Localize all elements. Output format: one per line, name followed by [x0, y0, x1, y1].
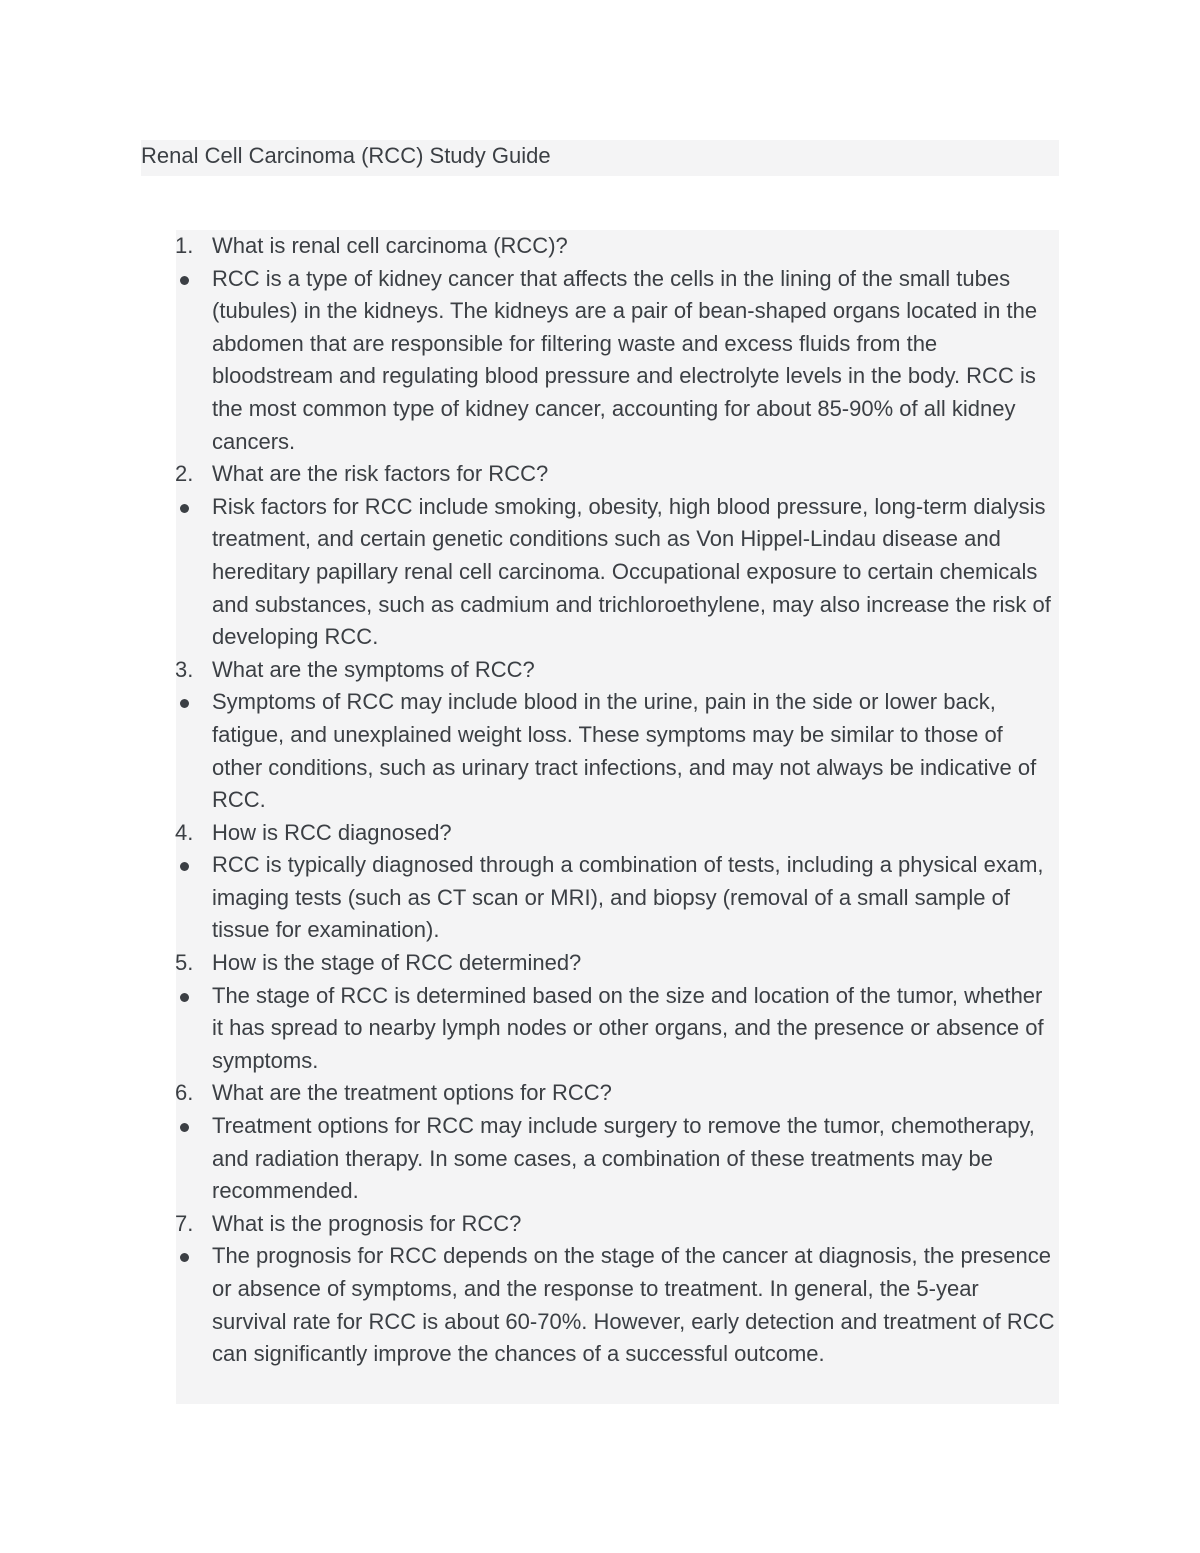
question-number: 6.	[175, 1080, 194, 1106]
question-number: 3.	[175, 656, 194, 682]
question-number: 7.	[175, 1210, 194, 1236]
bullet-icon	[180, 993, 189, 1002]
answer-item	[0, 263, 1058, 459]
question-text: What are the risk factors for RCC?	[212, 461, 549, 487]
question-item	[0, 1208, 1058, 1241]
question-number: 4.	[175, 819, 194, 845]
question-number: 5.	[175, 950, 194, 976]
bullet-icon	[180, 1253, 189, 1262]
question-item	[0, 458, 1058, 491]
answer-item	[0, 1110, 1058, 1208]
question-item	[0, 1077, 1058, 1110]
question-text: What is renal cell carcinoma (RCC)?	[212, 233, 568, 258]
bullet-icon	[180, 862, 189, 871]
question-item	[0, 230, 1058, 263]
question-text: What are the treatment options for RCC?	[212, 1080, 612, 1106]
study-guide-list	[0, 230, 1200, 1371]
answer-text: The stage of RCC is determined based on the size and location of the tumor, whether it has spread to nearby lymph nodes or other organs, and the presence or absence of symptoms.	[212, 982, 1044, 1073]
question-item	[0, 817, 1058, 850]
question-text: What is the prognosis for RCC?	[212, 1210, 522, 1236]
answer-item	[0, 491, 1058, 654]
question-text: What are the symptoms of RCC?	[212, 656, 535, 682]
bullet-icon	[180, 276, 189, 285]
answer-item	[0, 849, 1058, 947]
question-number: 2.	[175, 461, 194, 487]
question-item	[0, 947, 1058, 980]
question-text: How is the stage of RCC determined?	[212, 950, 582, 976]
answer-text: RCC is typically diagnosed through a combination of tests, including a physical exam, imaging tests (such as CT scan or MRI), and biopsy (removal of a small sample of tissue for examination).	[212, 852, 1044, 943]
answer-text: The prognosis for RCC depends on the stage of the cancer at diagnosis, the presence or absence of symptoms, and the response to treatment. In general, the 5-year survival rate for RCC is about 60-70%. However, early detection and treatment of RCC can significantly improve the chances of a successful outcome.	[212, 1243, 1055, 1367]
answer-text: Treatment options for RCC may include surgery to remove the tumor, chemotherapy, and radiation therapy. In some cases, a combination of these treatments may be recommended.	[212, 1113, 1035, 1204]
bullet-icon	[180, 699, 189, 708]
answer-text: RCC is a type of kidney cancer that affects the cells in the lining of the small tubes (tubules) in the kidneys. The kidneys are a pair of bean-shaped organs located in the abdomen that are responsible for filtering waste and excess fluids from the bloodstream and regulating blood pressure and electrolyte levels in the body. RCC is the most common type of kidney cancer, accounting for about 85-90% of all kidney cancers.	[212, 265, 1038, 454]
question-text: How is RCC diagnosed?	[212, 819, 452, 845]
document-title: Renal Cell Carcinoma (RCC) Study Guide	[141, 143, 551, 168]
question-number: 1.	[175, 233, 194, 258]
bullet-icon	[180, 504, 189, 513]
bullet-icon	[180, 1123, 189, 1132]
answer-text: Risk factors for RCC include smoking, obesity, high blood pressure, long-term dialysis treatment, and certain genetic conditions such as Von Hippel-Lindau disease and hereditary papillary renal cell carcinoma. Occupational exposure to certain chemicals and substances, such as cadmium and trichloroethylene, may also increase the risk of developing RCC.	[212, 493, 1051, 650]
answer-text: Symptoms of RCC may include blood in the urine, pain in the side or lower back, fatigue, and unexplained weight loss. These symptoms may be similar to those of other conditions, such as urinary tract infections, and may not always be indicative of RCC.	[212, 689, 1037, 813]
answer-item	[0, 980, 1058, 1078]
question-item	[0, 654, 1058, 687]
answer-item	[0, 686, 1058, 816]
answer-item	[0, 1240, 1058, 1370]
